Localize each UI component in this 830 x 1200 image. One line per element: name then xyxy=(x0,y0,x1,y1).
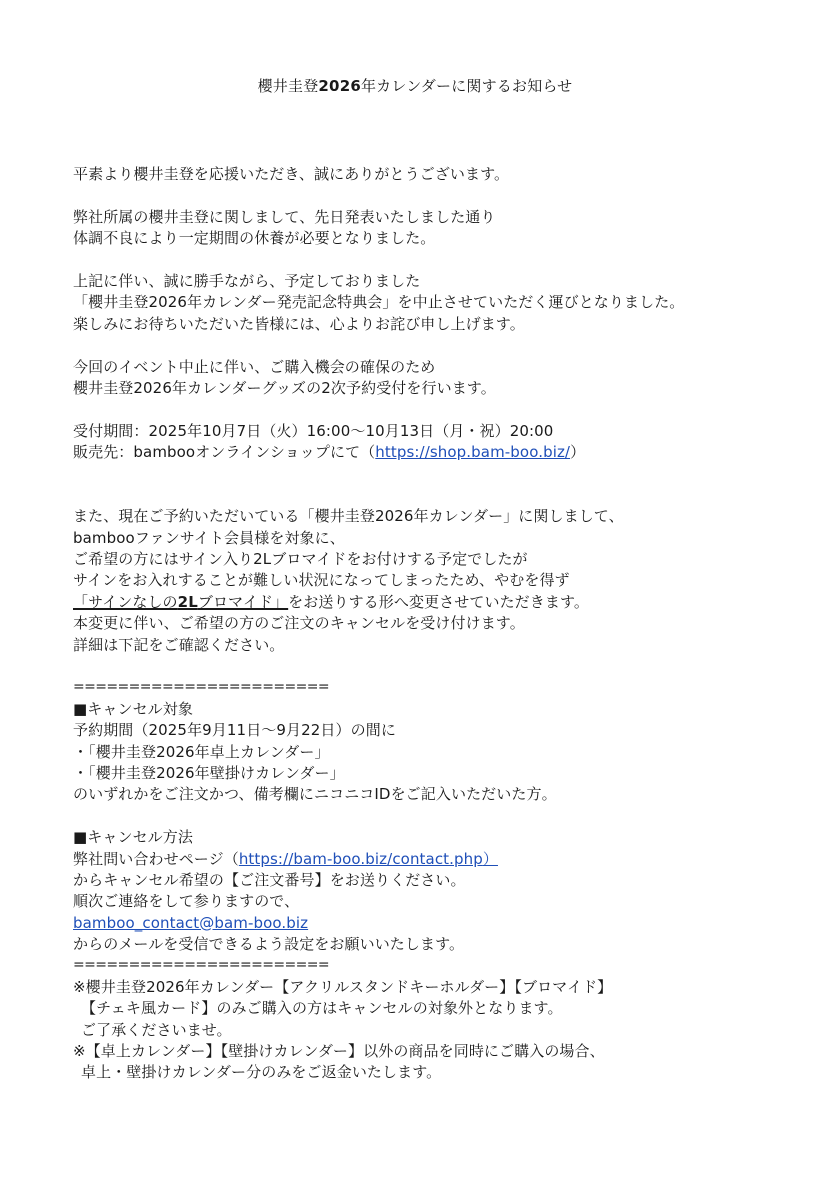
cancellation-line-3: 楽しみにお待ちいただいた皆様には、心よりお詫び申し上げます。 xyxy=(73,314,525,333)
cancellation-line-1: 上記に伴い、誠に勝手ながら、予定しておりました xyxy=(73,271,421,290)
cancellation-line-2: 「櫻井圭登2026年カレンダー発売記念特典会」を中止させていただく運びとなりました。 xyxy=(73,293,685,312)
contact-prefix: 弊社問い合わせページ（ xyxy=(73,849,239,868)
seller-label: 販売先： xyxy=(73,443,134,462)
cancel-method-line-1: からキャンセル希望の【ご注文番号】をお送りください。 xyxy=(73,870,466,889)
notice-body xyxy=(73,164,793,1084)
emph-after: をお送りする形へ変更させていただきます。 xyxy=(288,592,589,611)
bromide-line-4: サインをお入れすることが難しい状況になってしまったため、やむを得ず xyxy=(73,571,570,590)
cancel-method-line-2: 順次ご連絡をして参りますので、 xyxy=(73,892,300,911)
unsigned-bromide-emphasis xyxy=(73,593,288,611)
hiatus-line-2: 体調不良により一定期間の休養が必要となりました。 xyxy=(73,229,436,248)
emph-prefix: 「サインなしの xyxy=(73,592,178,611)
note-line-1: ※櫻井圭登2026年カレンダー【アクリルスタンドキーホルダー】【ブロマイド】 xyxy=(73,977,613,996)
cancel-target-line-2: ・「櫻井圭登2026年卓上カレンダー」 xyxy=(73,742,330,761)
note-line-3: ご了承くださいませ。 xyxy=(81,1020,232,1039)
period-label: 受付期間： xyxy=(73,421,149,440)
seller-close: ） xyxy=(570,443,586,462)
note-line-5: 卓上・壁掛けカレンダー分のみをご返金いたします。 xyxy=(81,1063,442,1082)
emph-suffix: ブロマイド」 xyxy=(197,592,289,611)
hiatus-line-1: 弊社所属の櫻井圭登に関しまして、先日発表いたしました通り xyxy=(73,207,496,226)
title-year: 2026 xyxy=(318,77,361,95)
separator-top: ======================= xyxy=(73,679,330,696)
second-reservation-line-2: 櫻井圭登2026年カレンダーグッズの2次予約受付を行います。 xyxy=(73,378,496,397)
bromide-line-5 xyxy=(73,592,793,613)
bromide-line-3: ご希望の方にはサイン入り2Lブロマイドをお付けする予定でしたが xyxy=(73,550,528,569)
reception-period xyxy=(73,421,793,442)
contact-page-link[interactable]: https://bam-boo.biz/contact.php xyxy=(238,849,483,868)
cancel-target-line-1: 予約期間（2025年9月11日～9月22日）の間に xyxy=(73,721,396,740)
emph-bold: 2L xyxy=(177,592,198,611)
bromide-line-7: 詳細は下記をご確認ください。 xyxy=(73,635,285,654)
note-line-4: ※【卓上カレンダー】【壁掛けカレンダー】以外の商品を同時にご購入の場合、 xyxy=(73,1042,605,1061)
cancel-method-heading: ■キャンセル方法 xyxy=(73,828,193,847)
note-line-2: 【チェキ風カード】のみご購入の方はキャンセルの対象外となります。 xyxy=(81,999,563,1018)
bromide-line-2: bambooファンサイト会員様を対象に、 xyxy=(73,528,345,547)
page-title xyxy=(0,76,830,96)
seller-line xyxy=(73,442,793,463)
cancel-target-line-3: ・「櫻井圭登2026年壁掛けカレンダー」 xyxy=(73,763,345,782)
separator-bottom: ======================= xyxy=(73,957,330,974)
bromide-line-1: また、現在ご予約いただいている「櫻井圭登2026年カレンダー」に関しまして、 xyxy=(73,507,624,526)
period-value: 2025年10月7日（火）16:00～10月13日（月・祝）20:00 xyxy=(148,421,554,440)
second-reservation-line-1: 今回のイベント中止に伴い、ご購入機会の確保のため xyxy=(73,357,436,376)
shop-link[interactable]: https://shop.bam-boo.biz/ xyxy=(375,443,571,462)
contact-email-link[interactable]: bamboo_contact@bam-boo.biz xyxy=(73,913,309,932)
email-line xyxy=(73,913,793,934)
greeting-line: 平素より櫻井圭登を応援いただき、誠にありがとうございます。 xyxy=(73,165,510,183)
title-prefix: 櫻井圭登 xyxy=(257,77,319,95)
bromide-line-6: 本変更に伴い、ご希望の方のご注文のキャンセルを受け付けます。 xyxy=(73,614,525,633)
email-after-line: からのメールを受信できるよう設定をお願いいたします。 xyxy=(73,935,465,954)
seller-text: bambooオンラインショップにて（ xyxy=(133,443,376,462)
cancel-target-heading: ■キャンセル対象 xyxy=(73,699,193,718)
cancel-target-line-4: のいずれかをご注文かつ、備考欄にニコニコIDをご記入いただいた方。 xyxy=(73,785,557,804)
contact-line xyxy=(73,849,793,870)
title-suffix: 年カレンダーに関するお知らせ xyxy=(360,77,573,95)
contact-suffix: ） xyxy=(482,849,498,868)
